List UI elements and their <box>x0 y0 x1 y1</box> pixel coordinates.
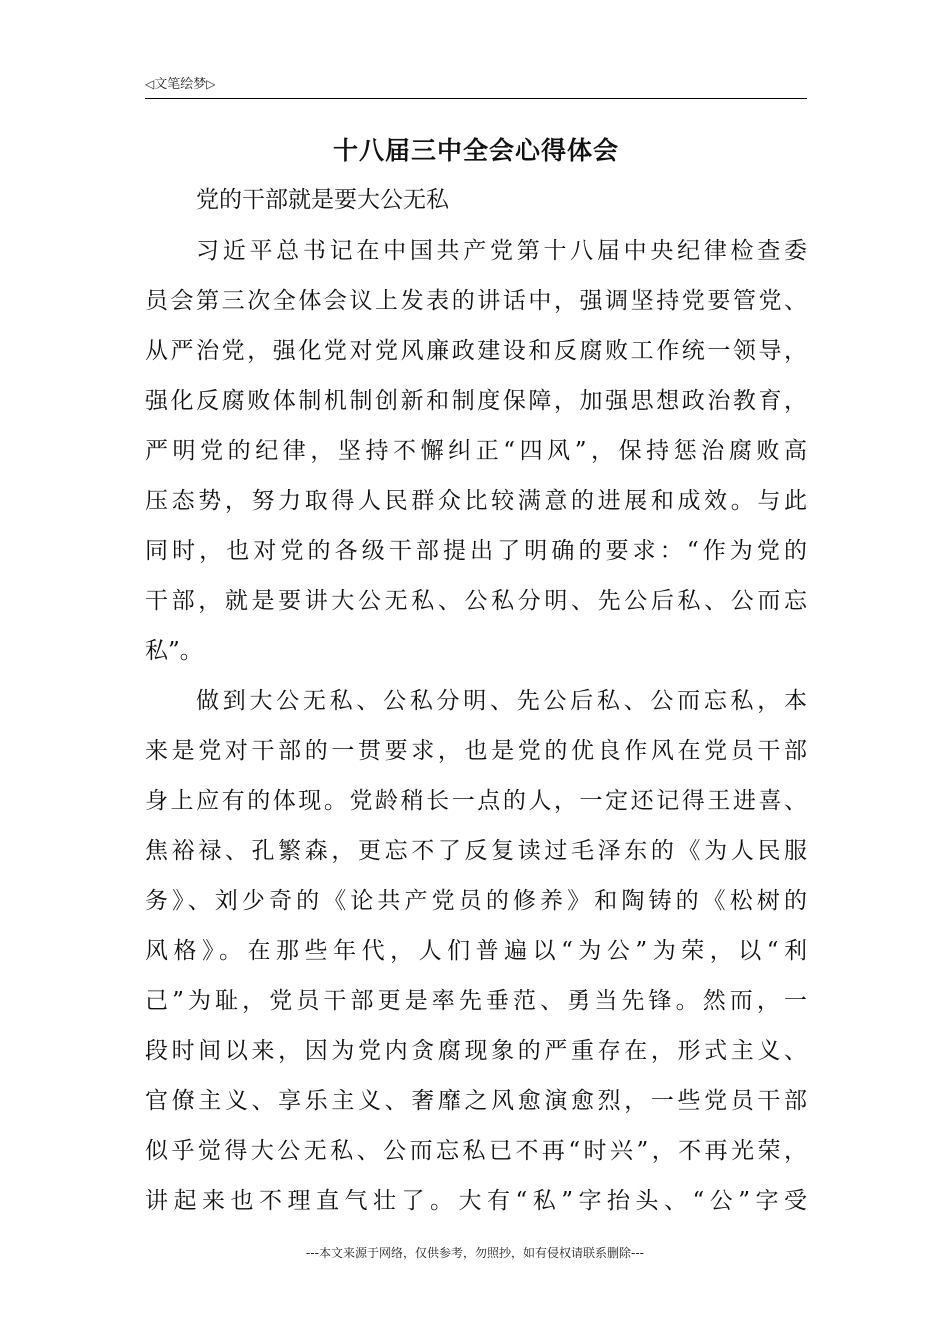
body-line-2: 员会第三次全体会议上发表的讲话中，强调坚持党要管党、 <box>145 288 807 314</box>
document-title: 十八届三中全会心得体会 <box>332 136 619 165</box>
body-line-16: 己”为耻，党员干部更是率先垂范、勇当先锋。然而，一 <box>145 988 807 1014</box>
page-header <box>145 74 807 99</box>
right-triangle-icon: ▷ <box>206 77 216 91</box>
body-line-20: 讲起来也不理直气壮了。大有“私”字抬头、“公”字受 <box>145 1188 807 1214</box>
body-line-3: 从严治党，强化党对党风廉政建设和反腐败工作统一领导， <box>145 338 807 364</box>
body-line-8: 干部，就是要讲大公无私、公私分明、先公后私、公而忘 <box>145 588 807 614</box>
body-line-7: 同时，也对党的各级干部提出了明确的要求：“作为党的 <box>145 538 807 564</box>
body-line-4: 强化反腐败体制机制创新和制度保障，加强思想政治教育， <box>145 388 807 414</box>
header-label <box>145 76 215 93</box>
body-line-11: 来是党对干部的一贯要求，也是党的优良作风在党员干部 <box>145 738 807 764</box>
body-line-14: 务》、刘少奇的《论共产党员的修养》和陶铸的《松树的 <box>145 888 807 914</box>
header-title: 文笔绘梦 <box>154 77 207 92</box>
body-line-12: 身上应有的体现。党龄稍长一点的人，一定还记得王进喜、 <box>145 788 807 814</box>
body-line-18: 官僚主义、享乐主义、奢靡之风愈演愈烈，一些党员干部 <box>145 1088 807 1114</box>
body-line-15: 风格》。在那些年代，人们普遍以“为公”为荣，以“利 <box>145 938 807 964</box>
subtitle: 党的干部就是要大公无私 <box>196 187 449 213</box>
body-line-6: 压态势，努力取得人民群众比较满意的进展和成效。与此 <box>145 488 807 514</box>
body-line-9: 私”。 <box>145 638 203 664</box>
body-line-13: 焦裕禄、孔繁森，更忘不了反复读过毛泽东的《为人民服 <box>145 838 807 864</box>
body-line-19: 似乎觉得大公无私、公而忘私已不再“时兴”，不再光荣， <box>145 1138 807 1164</box>
page-footer: ---本文来源于网络，仅供参考，勿照抄，如有侵权请联系删除--- <box>306 1246 644 1260</box>
body-line-17: 段时间以来，因为党内贪腐现象的严重存在，形式主义、 <box>145 1038 807 1064</box>
body-line-1: 习近平总书记在中国共产党第十八届中央纪律检查委 <box>196 238 807 264</box>
body-line-10: 做到大公无私、公私分明、先公后私、公而忘私，本 <box>196 688 807 714</box>
left-triangle-icon: ◁ <box>145 77 155 91</box>
body-line-5: 严明党的纪律，坚持不懈纠正“四风”，保持惩治腐败高 <box>145 438 807 464</box>
